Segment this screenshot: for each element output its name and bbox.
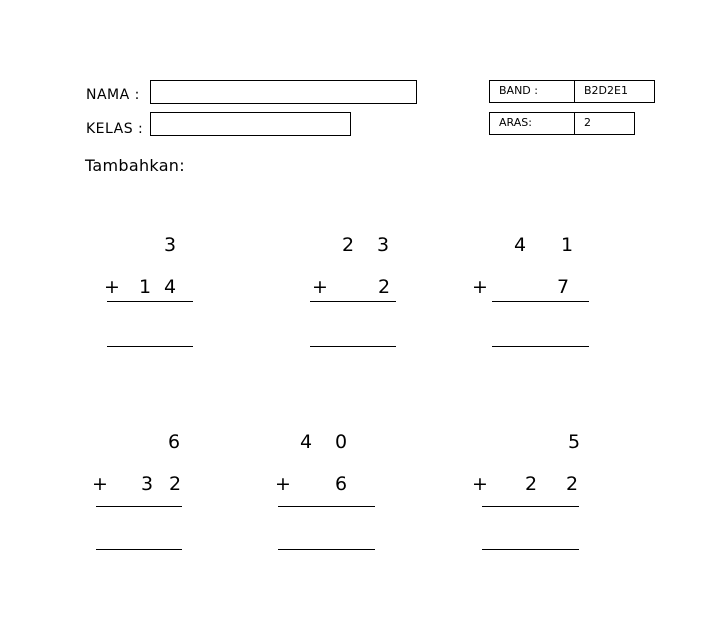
bottom-tens-digit: 1 [138,276,152,298]
bottom-ones-digit: 2 [565,473,579,495]
sum-line [107,301,193,302]
top-ones-digit: 3 [163,234,177,256]
plus-operator: + [472,276,488,298]
band-value: B2D2E1 [574,80,655,103]
plus-operator: + [472,473,488,495]
bottom-ones-digit: 2 [377,276,391,298]
plus-operator: + [92,473,108,495]
sum-line [278,506,375,507]
top-tens-digit: 4 [513,234,527,256]
level-label: ARAS: [489,112,575,135]
top-ones-digit: 3 [376,234,390,256]
sum-line [492,301,589,302]
level-value: 2 [574,112,635,135]
answer-line[interactable] [482,549,579,550]
bottom-tens-digit: 2 [524,473,538,495]
bottom-ones-digit: 6 [334,473,348,495]
top-tens-digit: 2 [341,234,355,256]
class-label: KELAS : [86,121,144,137]
plus-operator: + [104,276,120,298]
class-field[interactable] [150,112,351,136]
bottom-ones-digit: 7 [556,276,570,298]
sum-line [310,301,396,302]
answer-line[interactable] [492,346,589,347]
answer-line[interactable] [107,346,193,347]
bottom-ones-digit: 2 [168,473,182,495]
sum-line [482,506,579,507]
answer-line[interactable] [96,549,182,550]
top-ones-digit: 1 [560,234,574,256]
sum-line [96,506,182,507]
bottom-ones-digit: 4 [163,276,177,298]
top-tens-digit: 4 [299,431,313,453]
plus-operator: + [275,473,291,495]
top-ones-digit: 5 [567,431,581,453]
band-label: BAND : [489,80,575,103]
plus-operator: + [312,276,328,298]
bottom-tens-digit: 3 [140,473,154,495]
instruction-text: Tambahkan: [85,156,185,175]
name-field[interactable] [150,80,417,104]
name-label: NAMA : [86,87,140,103]
answer-line[interactable] [278,549,375,550]
answer-line[interactable] [310,346,396,347]
top-ones-digit: 6 [167,431,181,453]
top-ones-digit: 0 [334,431,348,453]
